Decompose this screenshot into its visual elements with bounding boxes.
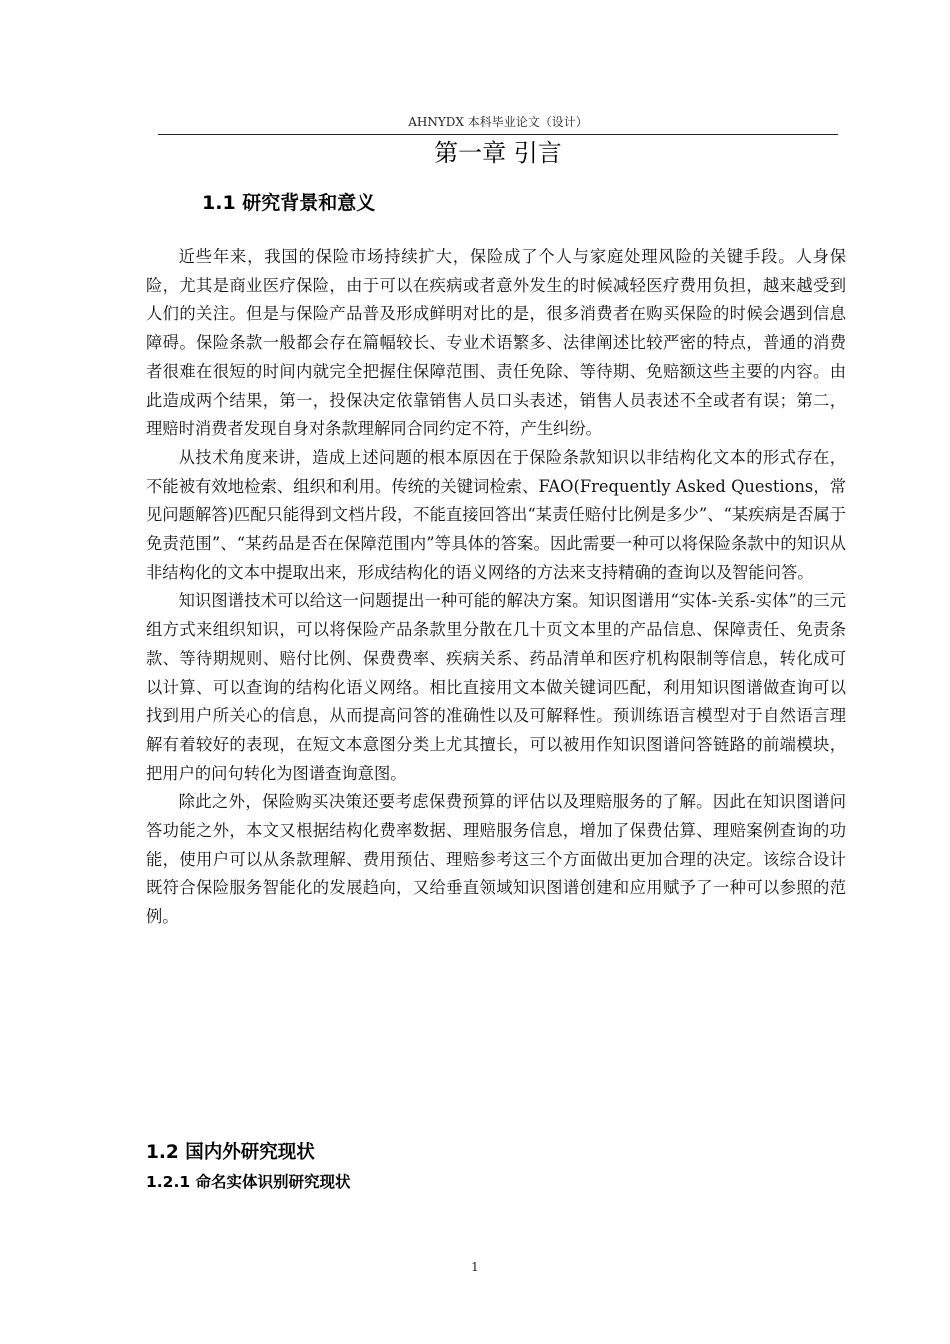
subsection-heading-1-2-1: 1.2.1 命名实体识别研究现状 xyxy=(146,1173,351,1191)
section-heading-1-2: 1.2 国内外研究现状 xyxy=(146,1142,315,1163)
paragraph: 知识图谱技术可以给这一问题提出一种可能的解决方案。知识图谱用“实体-关系-实体”的三元组方式来组织知识，可以将保险产品条款里分散在几十页文本里的产品信息、保障责任、免责条款、等待期规则、赔付比例、保费费率、疾病关系、药品清单和医疗机构限制等信息，转化成可以计算、可以查询的结构化语义网络。相比直接用文本做关键词匹配，利用知识图谱做查询可以找到用户所关心的信息，从而提高问答的准确性以及可解释性。预训练语言模型对于自然语言理解有着较好的表现，在短文本意图分类上尤其擅长，可以被用作知识图谱问答链路的前端模块，把用户的问句转化为图谱查询意图。 xyxy=(146,591,846,783)
paragraph: 近些年来，我国的保险市场持续扩大，保险成了个人与家庭处理风险的关键手段。人身保险，尤其是商业医疗保险，由于可以在疾病或者意外发生的时候减轻医疗费用负担，越来越受到人们的关注。但是与保险产品普及形成鲜明对比的是，很多消费者在购买保险的时候会遇到信息障碍。保险条款一般都会存在篇幅较长、专业术语繁多、法律阐述比较严密的特点，普通的消费者很难在很短的时间内就完全把握住保障范围、责任免除、等待期、免赔额这些主要的内容。由此造成两个结果，第一，投保决定依靠销售人员口头表述，销售人员表述不全或者有误；第二，理赔时消费者发现自身对条款理解同合同约定不符，产生纠纷。 xyxy=(146,247,846,439)
running-header: AHNYDX 本科毕业论文（设计） xyxy=(408,115,588,129)
header-rule xyxy=(158,134,838,135)
section-heading-1-1: 1.1 研究背景和意义 xyxy=(202,192,376,214)
page-number: 1 xyxy=(471,1260,479,1274)
paragraph: 除此之外，保险购买决策还要考虑保费预算的评估以及理赔服务的了解。因此在知识图谱问答功能之外，本文又根据结构化费率数据、理赔服务信息，增加了保费估算、理赔案例查询的功能，使用户可以从条款理解、费用预估、理赔参考这三个方面做出更加合理的决定。该综合设计既符合保险服务智能化的发展趋向，又给垂直领域知识图谱创建和应用赋予了一种可以参照的范例。 xyxy=(146,792,846,927)
paragraph: 从技术角度来讲，造成上述问题的根本原因在于保险条款知识以非结构化文本的形式存在，不能被有效地检索、组织和利用。传统的关键词检索、FAO(Frequently Asked Questions，常见问题解答)匹配只能得到文档片段，不能直接回答出“某责任赔付比例是多少”、“某疾病是否属于免责范围”、“某药品是否在保障范围内”等具体的答案。因此需要一种可以将保险条款中的知识从非结构化的文本中提取出来，形成结构化的语义网络的方法来支持精确的查询以及智能问答。 xyxy=(146,447,846,582)
chapter-title: 第一章 引言 xyxy=(434,139,562,167)
section-body xyxy=(146,243,846,932)
